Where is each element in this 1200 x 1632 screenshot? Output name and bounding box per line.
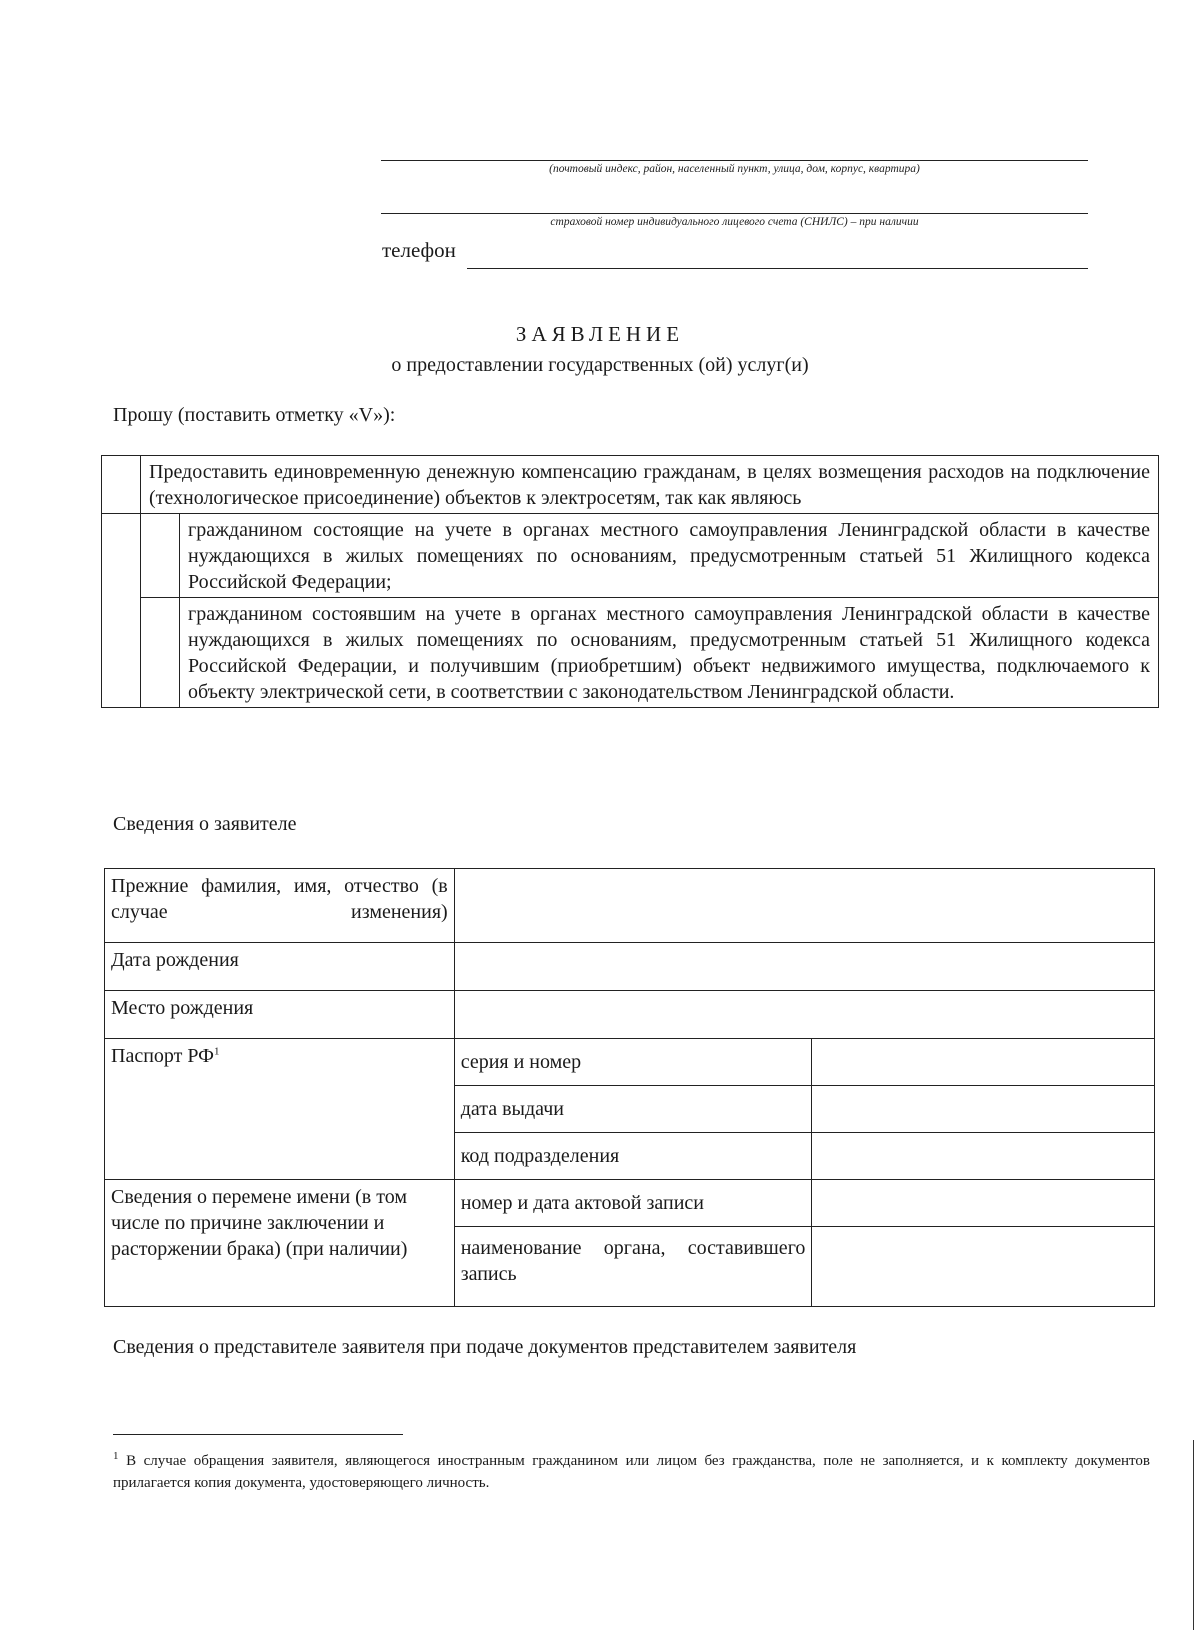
birth-date-field[interactable] [454, 943, 1154, 991]
division-code-field[interactable] [812, 1133, 1155, 1180]
footnote-divider [113, 1434, 403, 1435]
scan-edge-line [1193, 1440, 1194, 1630]
division-code-label: код подразделения [454, 1133, 812, 1180]
footnote [113, 1450, 1150, 1494]
address-caption: (почтовый индекс, район, населенный пункт, улица, дом, корпус, квартира) [549, 163, 920, 175]
snils-caption: страховой номер индивидуального лицевого счета (СНИЛС) – при наличии [550, 216, 919, 228]
options-margin-cell [102, 514, 141, 708]
series-number-label: серия и номер [454, 1039, 812, 1086]
prev-name-label: Прежние фамилия, имя, отчество (в случае изменения) [105, 869, 455, 943]
representative-section-title: Сведения о представителе заявителя при подаче документов представителем заявителя [113, 1336, 857, 1358]
phone-label: телефон [382, 238, 456, 262]
service-options-table [101, 455, 1159, 708]
name-change-label: Сведения о перемене имени (в том числе по причине заключении и расторжении брака) (при наличии) [105, 1180, 455, 1307]
sub-option-1-text: гражданином состоящие на учете в органах местного самоуправления Ленинградской области в качестве нуждающихся в жилых помещениях по основаниям, предусмотренным статьей 51 Жилищного кодекса Российской Федерации; [180, 514, 1159, 598]
phone-line[interactable] [467, 268, 1088, 269]
record-number-field[interactable] [812, 1180, 1155, 1227]
birth-place-label: Место рождения [105, 991, 455, 1039]
authority-name-field[interactable] [812, 1227, 1155, 1307]
series-number-field[interactable] [812, 1039, 1155, 1086]
checkbox-main-option[interactable] [102, 456, 141, 514]
request-label: Прошу (поставить отметку «V»): [113, 404, 396, 426]
address-line[interactable] [381, 160, 1088, 161]
applicant-table [104, 868, 1155, 1307]
passport-label: Паспорт $РФ^1$ [105, 1039, 455, 1180]
applicant-section-title: Сведения о заявителе [113, 813, 297, 835]
birth-date-label: Дата рождения [105, 943, 455, 991]
document-title: ЗАЯВЛЕНИЕ [515, 322, 685, 346]
main-option-text: Предоставить единовременную денежную компенсацию гражданам, в целях возмещения расходов на подключение (технологическое присоединение) объектов к электросетям, так как являюсь [141, 456, 1159, 514]
issue-date-field[interactable] [812, 1086, 1155, 1133]
checkbox-sub-option-1[interactable] [141, 514, 180, 598]
record-number-label: номер и дата актовой записи [454, 1180, 812, 1227]
snils-line[interactable] [381, 213, 1088, 214]
document-subtitle: о предоставлении государственных (ой) услуг(и) [391, 354, 809, 376]
birth-place-field[interactable] [454, 991, 1154, 1039]
footnote-text: В случае обращения заявителя, являющегося иностранным гражданином или лицом без гражданства, поле не заполняется, и к комплекту документов прилагается копия документа, удостоверяющего личность. [113, 1453, 1150, 1491]
authority-name-label: наименование органа, составившего запись [454, 1227, 812, 1307]
footnote-marker: 1 [113, 1450, 119, 1462]
checkbox-sub-option-2[interactable] [141, 598, 180, 708]
sub-option-2-text: гражданином состоявшим на учете в органах местного самоуправления Ленинградской области в качестве нуждающихся в жилых помещениях по основаниям, предусмотренным статьей 51 Жилищного кодекса Российской Федерации, и получившим (приобретшим) объект недвижимого имущества, подключаемого к объекту электрической сети, в соответствии с законодательством Ленинградской области. [180, 598, 1159, 708]
issue-date-label: дата выдачи [454, 1086, 812, 1133]
prev-name-field[interactable] [454, 869, 1154, 943]
